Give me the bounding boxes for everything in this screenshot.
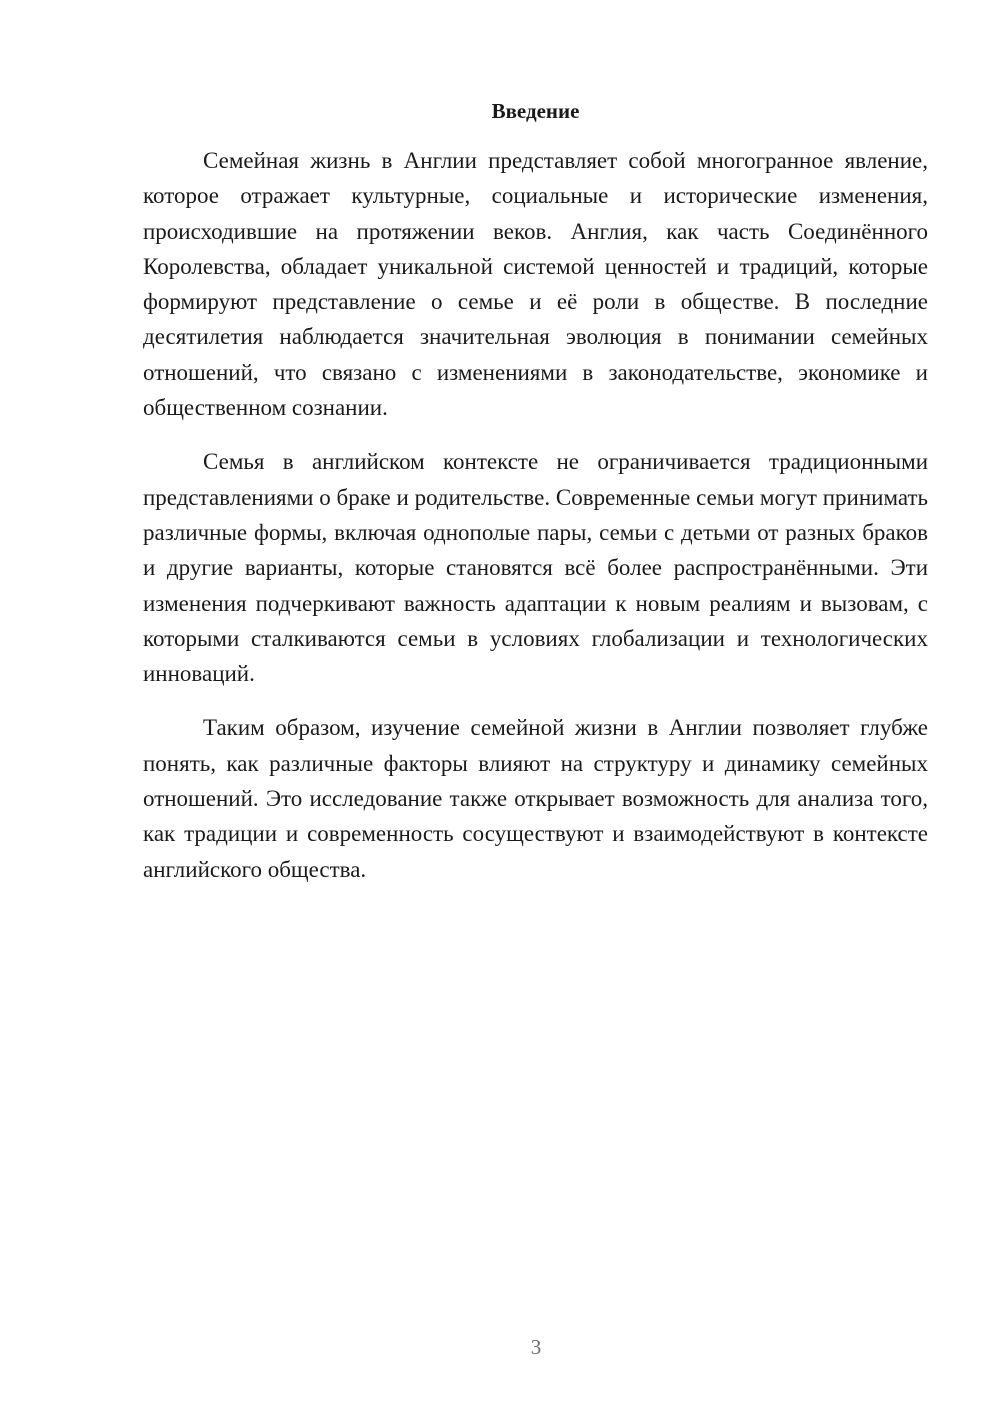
paragraph-1: Семейная жизнь в Англии представляет собой многогранное явление, которое отражает культурные, социальные и исторические изменения, происходившие на протяжении веков. Англия, как часть Соединённого Королевства, обладает уникальной системой ценностей и традиций, которые формируют представление о семье и её роли в обществе. В последние десятилетия наблюдается значительная эволюция в понимании семейных отношений, что связано с изменениями в законодательстве, экономике и общественном сознании. [143, 148, 928, 421]
section-heading: Введение [491, 99, 580, 123]
paragraph-3: Таким образом, изучение семейной жизни в Англии позволяет глубже понять, как различные факторы влияют на структуру и динамику семейных отношений. Это исследование также открывает возможность для анализа того, как традиции и современность сосуществуют и взаимодействуют в контексте английского общества. [143, 715, 928, 882]
paragraph-2: Семья в английском контексте не ограничивается традиционными представлениями о браке и родительстве. Современные семьи могут принимать различные формы, включая однополые пары, семьи с детьми от разных браков и другие варианты, которые становятся всё более распространёнными. Эти изменения подчеркивают важность адаптации к новым реалиям и вызовам, с которыми сталкиваются семьи в условиях глобализации и технологических инноваций. [143, 449, 928, 687]
page-number: 3 [530, 1335, 542, 1359]
body-text [143, 143, 928, 887]
